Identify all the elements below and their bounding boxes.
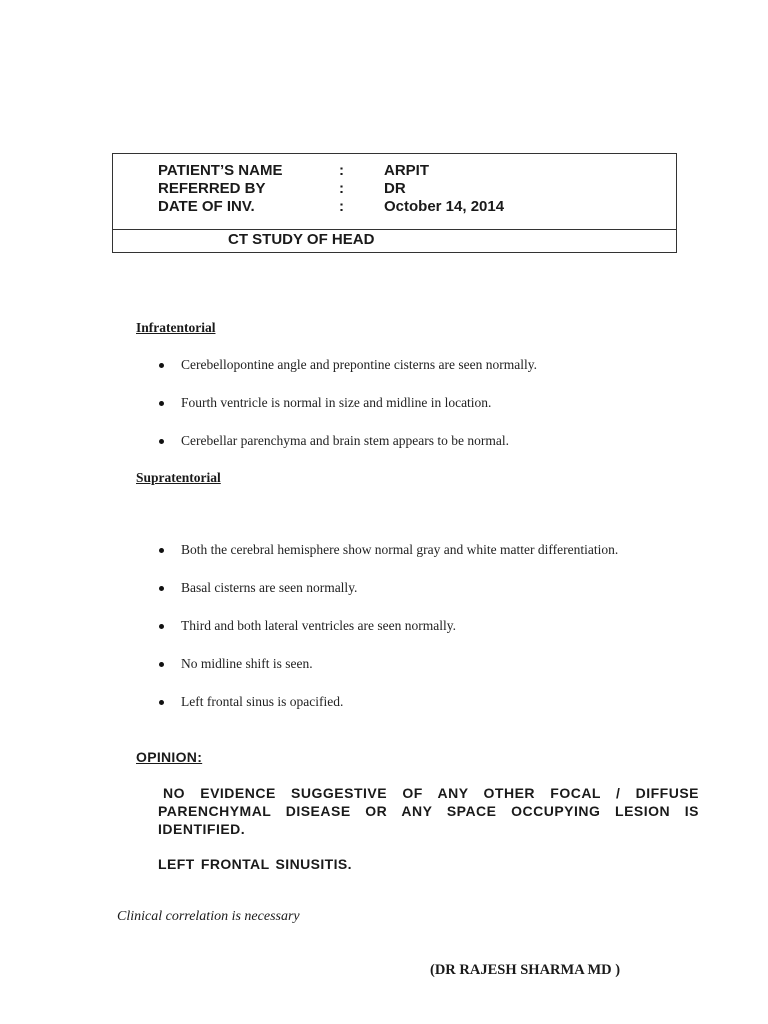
field-separator: :	[339, 180, 344, 197]
opinion-text: NO EVIDENCE SUGGESTIVE OF ANY OTHER FOCAL / DIFFUSE PARENCHYMAL DISEASE OR ANY SPACE OCCUPYING LESION IS IDENTIFIED.	[158, 785, 699, 837]
list-item-text: No midline shift is seen.	[181, 656, 313, 671]
list-item	[156, 617, 618, 655]
bullet-icon	[159, 363, 164, 368]
date-of-inv-value: October 14, 2014	[384, 198, 505, 215]
study-title: CT STUDY OF HEAD	[228, 231, 375, 248]
date-of-inv-label: DATE OF INV.	[158, 198, 255, 215]
date-of-inv-row	[113, 198, 676, 216]
clinical-note: Clinical correlation is necessary	[117, 909, 300, 924]
supratentorial-heading: Supratentorial	[136, 470, 221, 485]
list-item	[156, 655, 618, 693]
bullet-icon	[159, 700, 164, 705]
list-item-text: Cerebellar parenchyma and brain stem appears to be normal.	[181, 433, 509, 448]
bullet-icon	[159, 401, 164, 406]
list-item	[156, 432, 537, 470]
list-item	[156, 579, 618, 617]
list-item-text: Cerebellopontine angle and prepontine cisterns are seen normally.	[181, 357, 537, 372]
bullet-icon	[159, 586, 164, 591]
patient-name-label: PATIENT’S NAME	[158, 162, 283, 179]
list-item	[156, 541, 618, 579]
impression-text: LEFT FRONTAL SINUSITIS.	[158, 856, 352, 872]
referred-by-value: DR	[384, 180, 406, 197]
list-item-text: Fourth ventricle is normal in size and midline in location.	[181, 395, 492, 410]
list-item-text: Third and both lateral ventricles are seen normally.	[181, 618, 457, 633]
patient-name-row	[113, 162, 676, 180]
patient-info-box	[112, 153, 677, 253]
list-item	[156, 693, 618, 731]
patient-fields	[113, 154, 676, 230]
field-separator: :	[339, 198, 344, 215]
list-item-text: Both the cerebral hemisphere show normal gray and white matter differentiation.	[181, 542, 619, 557]
opinion-heading: OPINION:	[136, 749, 203, 765]
list-item	[156, 356, 537, 394]
list-item-text: Basal cisterns are seen normally.	[181, 580, 358, 595]
bullet-icon	[159, 662, 164, 667]
list-item-text: Left frontal sinus is opacified.	[181, 694, 344, 709]
doctor-signature: (DR RAJESH SHARMA MD )	[430, 962, 621, 978]
infratentorial-list	[156, 356, 537, 470]
patient-name-value: ARPIT	[384, 162, 429, 179]
list-item	[156, 394, 537, 432]
field-separator: :	[339, 162, 344, 179]
supratentorial-list	[156, 541, 618, 731]
infratentorial-heading: Infratentorial	[136, 320, 216, 335]
bullet-icon	[159, 439, 164, 444]
referred-by-row	[113, 180, 676, 198]
bullet-icon	[159, 624, 164, 629]
referred-by-label: REFERRED BY	[158, 180, 266, 197]
bullet-icon	[159, 548, 164, 553]
